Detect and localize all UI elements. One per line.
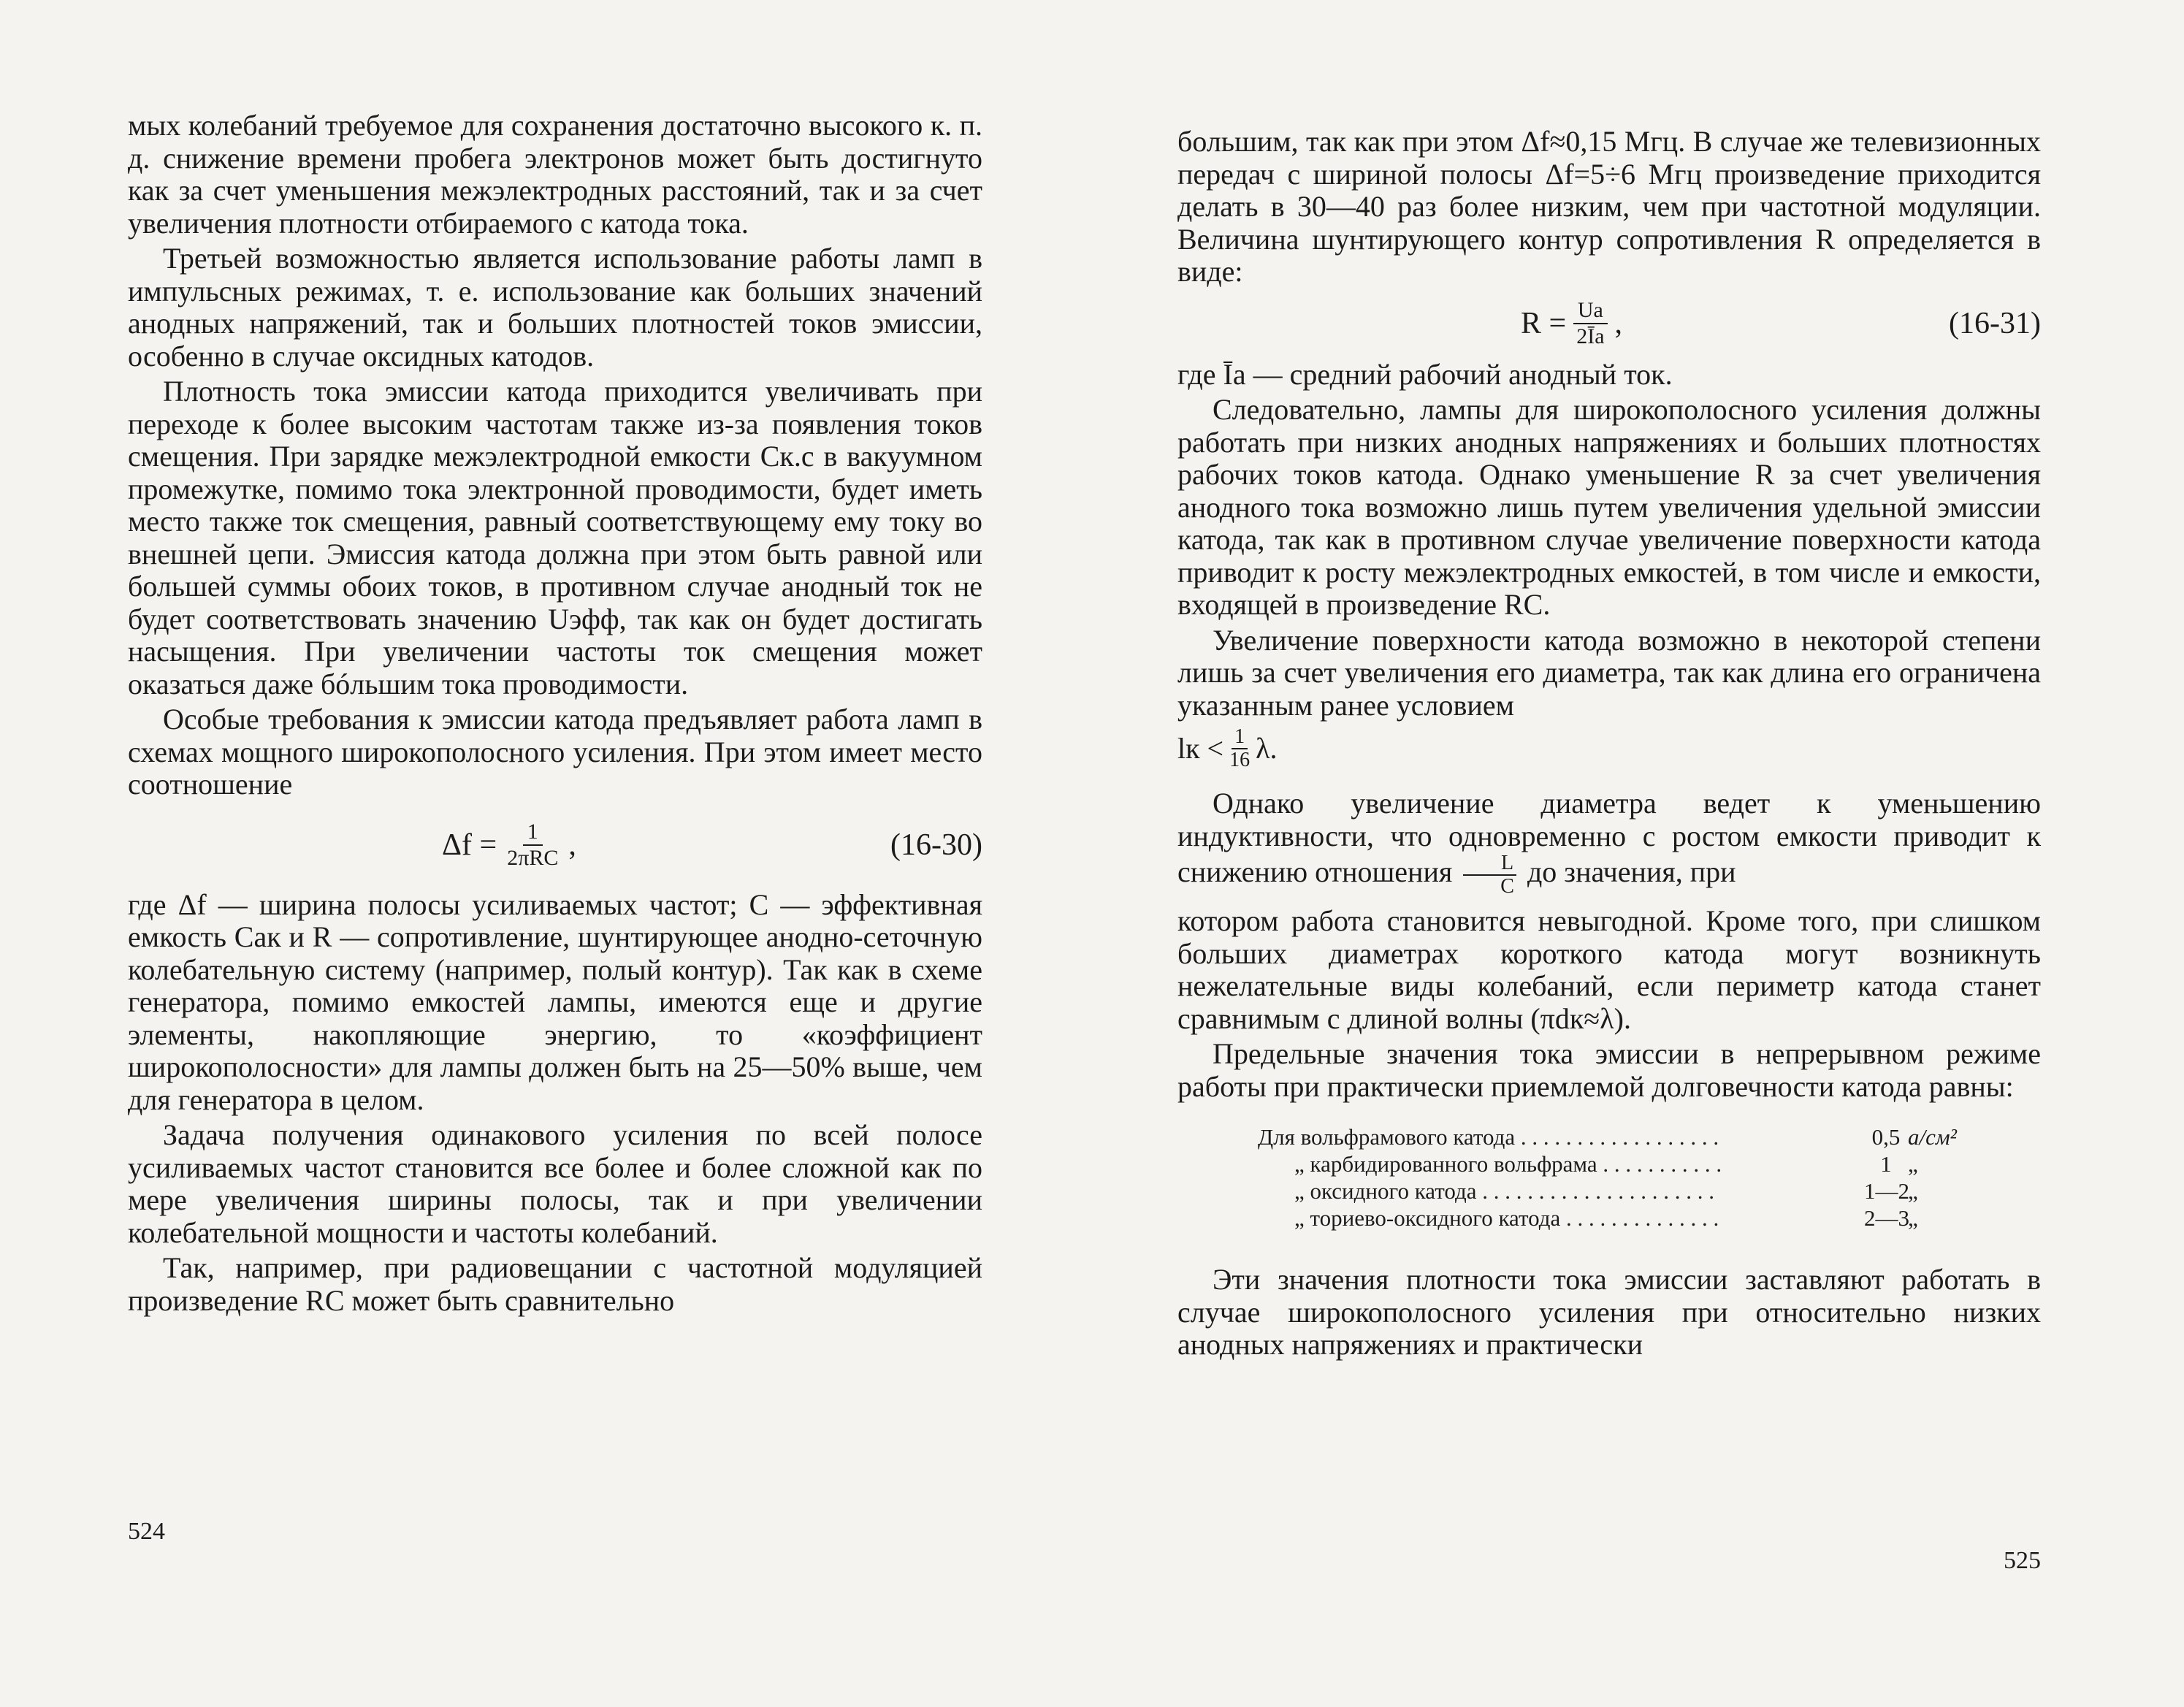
formula-16-31-lhs: R =	[1521, 306, 1567, 340]
table-row-unit: а/см²	[1908, 1124, 1957, 1150]
right-paragraph-5-text: Однако увеличение диаметра ведет к уменьшению индуктивности, что одновременно с ростом емкости приводит к снижению отношения	[1177, 787, 2041, 889]
lk-denominator: 16	[1229, 749, 1251, 771]
table-row	[1258, 1177, 2041, 1204]
formula-16-30-number: (16-30)	[890, 828, 982, 862]
table-row-value: 2—3	[1864, 1205, 1909, 1231]
formula-16-30	[128, 801, 982, 889]
table-row-unit: „	[1908, 1151, 1918, 1177]
lk-lhs: lк <	[1177, 731, 1224, 765]
table-row-value: 0,5	[1871, 1124, 1901, 1150]
formula-16-31-numerator: Uа	[1573, 298, 1608, 324]
table-row-label: „ ториево-оксидного катода . . . . . . . . . . . . . .	[1294, 1205, 1719, 1231]
formula-16-31	[1177, 289, 2041, 359]
formula-16-30-numerator: 1	[523, 820, 543, 846]
left-paragraph-1: мых колебаний требуемое для сохранения достаточно высокого к. п. д. снижение времени пробега электронов может быть достигнуто как за счет уменьшения межэлектродных расстояний, так и за счет увеличения плотности отбираемого с катода тока.	[128, 109, 982, 240]
table-row-value: 1—2	[1864, 1178, 1909, 1204]
formula-16-31-number: (16-31)	[1949, 306, 2041, 340]
table-row	[1258, 1150, 2041, 1177]
left-paragraph-7: Так, например, при радиовещании с частотной модуляцией произведение RC может быть сравнительно	[128, 1251, 982, 1317]
table-row-label: „ оксидного катода . . . . . . . . . . . . . . . . . . . . .	[1294, 1178, 1715, 1204]
lk-fraction	[1226, 726, 1253, 771]
left-paragraph-5: где Δf — ширина полосы усиливаемых частот; C — эффективная емкость Cак и R — сопротивление, шунтирующее анодно-сеточную колебательную систему (например, полый контур). Так как в схеме генератора, помимо емкостей лампы, имеются еще и другие элементы, накопляющие энергию, то «коэффициент широкополосности» для лампы должен быть на 25—50% выше, чем для генератора в целом.	[128, 887, 982, 1116]
right-page-number: 525	[2004, 1547, 2041, 1574]
formula-16-30-lhs: Δf =	[442, 828, 497, 862]
left-paragraph-6: Задача получения одинакового усиления по всей полосе усиливаемых частот становится все более и более сложной как по мере увеличения ширины полосы, так и при увеличении колебательной мощности и частоты колебаний.	[128, 1118, 982, 1249]
right-paragraph-5-tail: до значения, при	[1527, 855, 1736, 889]
formula-16-31-denominator: 2Īа	[1576, 324, 1605, 348]
table-row	[1258, 1123, 2041, 1150]
right-paragraph-4: Увеличение поверхности катода возможно в некоторой степени лишь за счет увеличения его диаметра, так как длина его ограничена указанным ранее условием	[1177, 623, 2041, 722]
lk-numerator: 1	[1232, 726, 1248, 749]
left-paragraph-3: Плотность тока эмиссии катода приходится увеличивать при переходе к более высоким частотам также из-за появления токов смещения. При зарядке межэлектродной емкости Cк.с в вакуумном промежутке, помимо тока электронной проводимости, будет иметь место также ток смещения, равный соответствующему ему току во внешней цепи. Эмиссия катода должна при этом быть равной или большей суммы обоих токов, в противном случае анодный ток не будет соответствовать значению Uэфф, так как он будет достигать насыщения. При увеличении частоты ток смещения может оказаться даже бóльшим тока проводимости.	[128, 375, 982, 700]
left-paragraph-2: Третьей возможностью является использование работы ламп в импульсных режимах, т. е. использование как больших значений анодных напряжений, так и больших плотностей токов эмиссии, особенно в случае оксидных катодов.	[128, 242, 982, 373]
right-paragraph-1: большим, так как при этом Δf≈0,15 Мгц. В случае же телевизионных передач с шириной полосы Δf=5÷6 Мгц произведение приходится делать в 30—40 раз более низким, чем при частотной модуляции. Величина шунтирующего контур сопротивления R определяется в виде:	[1177, 125, 2041, 288]
formula-16-31-fraction	[1572, 298, 1608, 349]
emission-table	[1258, 1123, 2041, 1231]
right-paragraph-7: Предельные значения тока эмиссии в непрерывном режиме работы при практически приемлемой долговечности катода равны:	[1177, 1037, 2041, 1103]
right-paragraph-8: Эти значения плотности тока эмиссии заставляют работать в случае широкополосного усиления при относительно низких анодных напряжениях и практически	[1177, 1263, 2041, 1361]
l-over-c-numerator: L	[1463, 852, 1516, 876]
cathode-length-condition	[1177, 722, 2041, 776]
formula-16-30-fraction	[503, 820, 562, 871]
right-page	[1177, 125, 2041, 1574]
right-paragraph-2: где Īа — средний рабочий анодный ток.	[1177, 357, 1673, 391]
formula-16-31-comma: ,	[1614, 306, 1623, 340]
left-paragraph-4: Особые требования к эмиссии катода предъявляет работа ламп в схемах мощного широкополосного усиления. При этом имеет место соотношение	[128, 703, 982, 801]
right-paragraph-6: котором работа становится невыгодной. Кроме того, при слишком больших диаметрах короткого катода могут возникнуть нежелательные виды колебаний, если периметр катода станет сравнимым с длиной волны (πdк≈λ).	[1177, 904, 2041, 1035]
left-page	[128, 109, 982, 1545]
table-row-value: 1	[1880, 1151, 1892, 1177]
l-over-c-denominator: C	[1500, 875, 1514, 898]
left-page-number: 524	[128, 1518, 165, 1545]
formula-16-30-denominator: 2πRC	[507, 845, 559, 870]
table-row-label: Для вольфрамового катода . . . . . . . . . . . . . . . . . .	[1258, 1124, 1719, 1150]
lk-tail: λ.	[1256, 731, 1278, 765]
table-row-label: „ карбидированного вольфрама . . . . . . . . . . .	[1294, 1151, 1722, 1177]
formula-16-30-comma: ,	[568, 828, 576, 862]
right-paragraph-3: Следовательно, лампы для широкополосного усиления должны работать при низких анодных напряжениях и больших плотностях рабочих токов катода. Однако уменьшение R за счет увеличения анодного тока возможно лишь путем увеличения удельной эмиссии катода, так как в противном случае увеличение поверхности катода приводит к росту межэлектродных емкостей, в том числе и емкости, входящей в произведение RC.	[1177, 393, 2041, 621]
table-row	[1258, 1204, 2041, 1231]
table-row-unit: „	[1908, 1205, 1918, 1231]
l-over-c-fraction	[1462, 852, 1517, 898]
table-row-unit: „	[1908, 1178, 1918, 1204]
right-paragraph-5	[1177, 787, 2041, 898]
